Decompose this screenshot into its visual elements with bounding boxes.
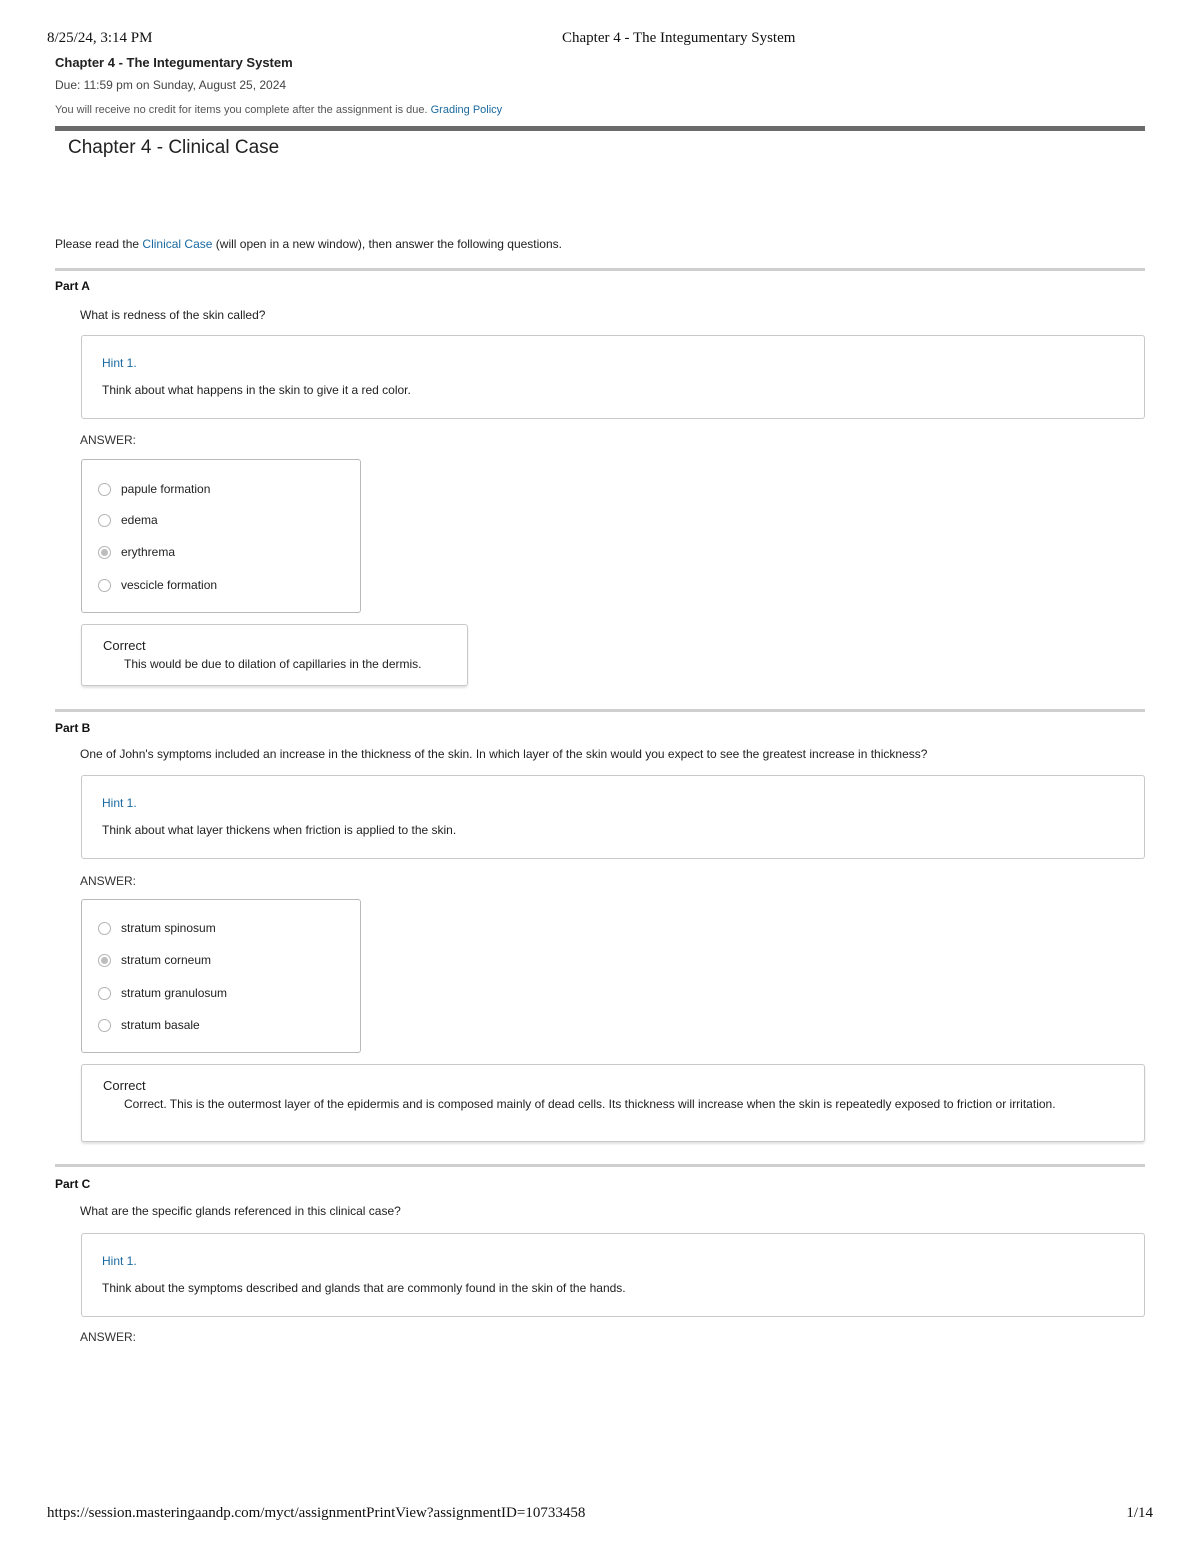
radio-button[interactable] [98,514,111,527]
part-divider [55,709,1145,712]
part-a-answer-label: ANSWER: [80,433,137,447]
part-c-hint-box [81,1233,1145,1317]
feedback-text: This would be due to dilation of capillaries in the dermis. [124,657,422,671]
answer-choice[interactable] [98,578,217,592]
part-a-hint-text: Think about what happens in the skin to give it a red color. [102,383,411,397]
part-a-label: Part A [55,279,90,293]
due-date: Due: 11:59 pm on Sunday, August 25, 2024 [55,78,287,92]
choice-label: papule formation [121,482,211,496]
intro-text-before: Please read the [55,237,140,251]
section-title: Chapter 4 - Clinical Case [68,137,280,158]
radio-button[interactable] [98,1019,111,1032]
choice-label: erythrema [121,545,176,559]
part-c-hint-text: Think about the symptoms described and glands that are commonly found in the skin of the hands. [102,1281,626,1295]
answer-choice[interactable] [98,482,210,496]
part-c-label: Part C [55,1177,91,1191]
radio-button-selected[interactable] [98,546,111,559]
part-b-hint-box [81,775,1145,859]
part-b-hint-label[interactable]: Hint 1. [102,796,137,810]
choice-label: stratum corneum [121,953,212,967]
choice-label: stratum granulosum [121,986,228,1000]
part-b-label: Part B [55,721,91,735]
answer-choice[interactable] [98,1018,200,1032]
part-b-feedback [81,1064,1145,1142]
feedback-title: Correct [103,638,146,653]
print-page-number: 1/14 [1126,1505,1153,1521]
print-page-title: Chapter 4 - The Integumentary System [562,30,796,46]
choice-label: stratum spinosum [121,921,216,935]
answer-choice[interactable] [98,986,227,1000]
part-b-question: One of John's symptoms included an increase in the thickness of the skin. In which layer of the skin would you expect to see the greatest increase in thickness? [80,747,928,761]
part-c-hint-label[interactable]: Hint 1. [102,1254,137,1268]
part-divider [55,268,1145,271]
answer-choice[interactable] [98,513,158,527]
part-b-hint-text: Think about what layer thickens when friction is applied to the skin. [102,823,457,837]
print-url: https://session.masteringaandp.com/myct/assignmentPrintView?assignmentID=10733458 [47,1505,586,1521]
late-credit-notice [55,104,502,116]
part-a-hint-label[interactable]: Hint 1. [102,356,137,370]
notice-text: You will receive no credit for items you complete after the assignment is due. [55,104,428,116]
feedback-title: Correct [103,1078,146,1093]
part-divider [55,1164,1145,1167]
part-c-question: What are the specific glands referenced in this clinical case? [80,1204,401,1218]
choice-label: edema [121,513,158,527]
part-a-choices [81,459,361,613]
part-a-question: What is redness of the skin called? [80,308,266,322]
radio-button[interactable] [98,987,111,1000]
radio-button[interactable] [98,483,111,496]
print-datetime: 8/25/24, 3:14 PM [47,30,153,46]
header-divider [55,126,1145,131]
radio-button[interactable] [98,922,111,935]
part-c-answer-label: ANSWER: [80,1330,137,1344]
radio-button-selected[interactable] [98,954,111,967]
choice-label: vescicle formation [121,578,218,592]
grading-policy-link[interactable]: Grading Policy [430,104,503,116]
part-a-hint-box [81,335,1145,419]
answer-choice[interactable] [98,953,211,967]
part-a-feedback [81,624,468,686]
feedback-text: Correct. This is the outermost layer of the epidermis and is composed mainly of dead cells. Its thickness will increase when the skin is repeatedly exposed to friction or irritation. [124,1097,1056,1111]
answer-choice[interactable] [98,921,216,935]
part-b-choices [81,899,361,1053]
choice-label: stratum basale [121,1018,200,1032]
intro-text-after: (will open in a new window), then answer the following questions. [215,237,562,251]
section-intro [55,237,562,251]
part-b-answer-label: ANSWER: [80,874,137,888]
clinical-case-link[interactable]: Clinical Case [142,237,213,251]
answer-choice[interactable] [98,545,175,559]
radio-button[interactable] [98,579,111,592]
assignment-title: Chapter 4 - The Integumentary System [55,55,293,70]
